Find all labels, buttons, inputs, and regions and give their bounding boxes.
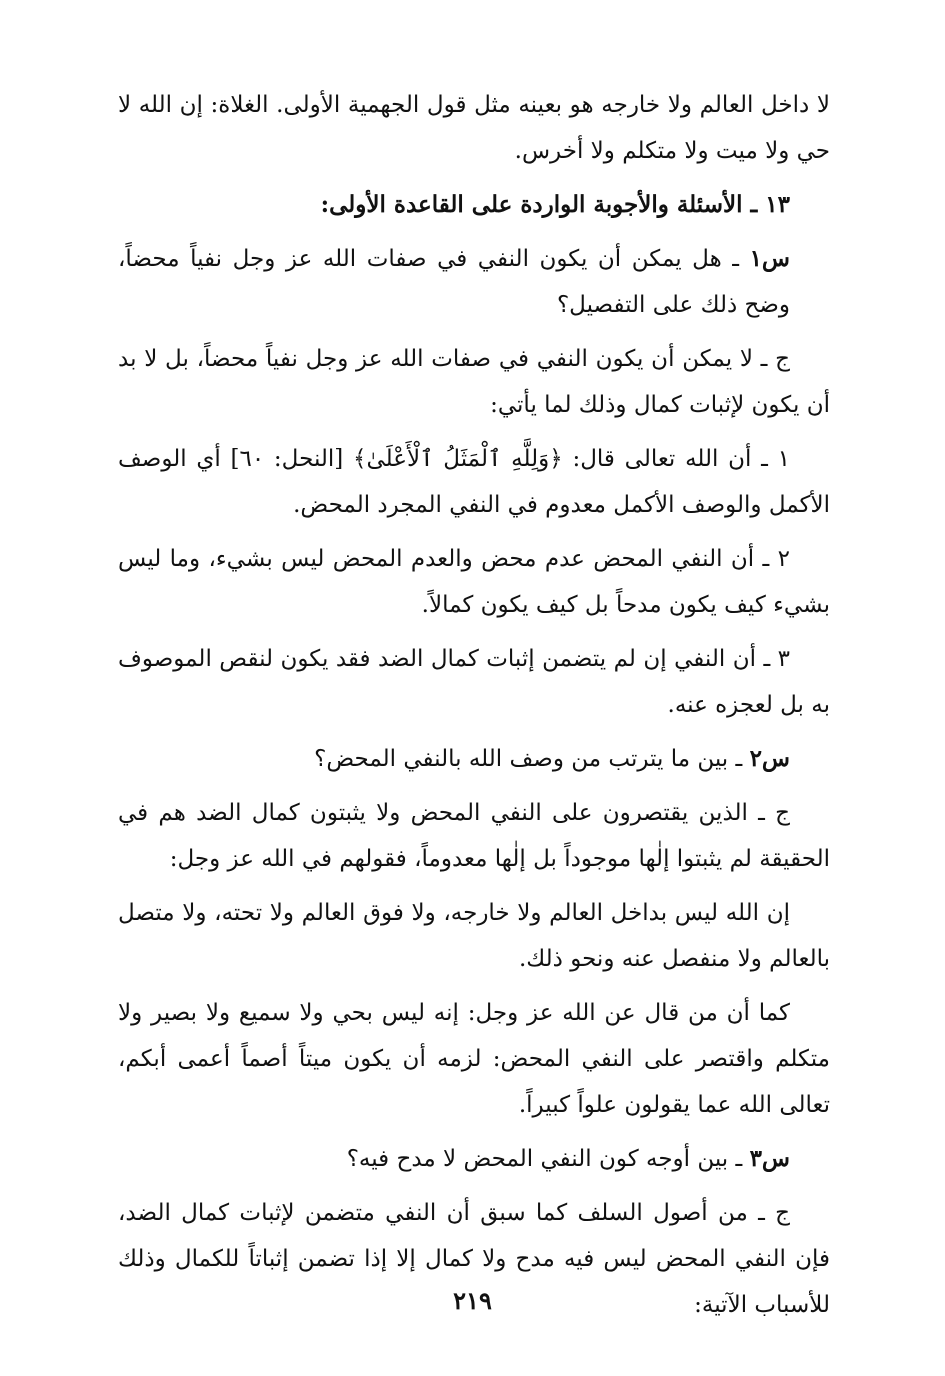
paragraph-intro: لا داخل العالم ولا خارجه هو بعينه مثل قول الجهمية الأولى. الغلاة: إن الله لا حي ولا ميت ولا متكلم ولا أخرس.: [118, 92, 830, 164]
question-1: [118, 236, 830, 328]
question-3-label: س٣: [749, 1145, 790, 1172]
answer-2-continued: إن الله ليس بداخل العالم ولا خارجه، ولا فوق العالم ولا تحته، ولا متصل بالعالم ولا منفصل عنه ونحو ذلك.: [118, 900, 830, 972]
question-3-text: ـ بين أوجه كون النفي المحض لا مدح فيه؟: [346, 1146, 750, 1172]
section-heading: ١٣ ـ الأسئلة والأجوبة الواردة على القاعدة الأولى:: [320, 191, 790, 218]
answer-2: ج ـ الذين يقتصرون على النفي المحض ولا يثبتون كمال الضد هم في الحقيقة لم يثبتوا إلٰها موجوداً بل إلٰها معدوماً، فقولهم في الله عز وجل:: [118, 800, 830, 872]
page-body: [118, 82, 830, 1336]
answer-3: ج ـ من أصول السلف كما سبق أن النفي متضمن لإثبات كمال الضد، فإن النفي المحض ليس فيه مدح ولا كمال إلا إذا تضمن إثباتاً للكمال وذلك للأسباب الآتية:: [118, 1200, 830, 1318]
reason-2: ٢ ـ أن النفي المحض عدم محض والعدم المحض ليس بشيء، وما ليس بشيء كيف يكون مدحاً بل كيف يكون كمالاً.: [118, 546, 830, 618]
question-1-label: س١: [749, 245, 790, 272]
page-number: ٢١٩: [453, 1286, 492, 1315]
question-2-text: ـ بين ما يترتب من وصف الله بالنفي المحض؟: [314, 746, 750, 772]
question-3: [118, 1136, 830, 1182]
answer-1: ج ـ لا يمكن أن يكون النفي في صفات الله عز وجل نفياً محضاً، بل لا بد أن يكون لإثبات كمال وذلك لما يأتي:: [118, 346, 830, 418]
question-1-text: ـ هل يمكن أن يكون النفي في صفات الله عز وجل نفياً محضاً، وضح ذلك على التفصيل؟: [118, 246, 790, 318]
question-2-label: س٢: [749, 745, 790, 772]
answer-2-conclusion: كما أن من قال عن الله عز وجل: إنه ليس بحي ولا سميع ولا بصير ولا متكلم واقتصر على النفي المحض: لزمه أن يكون ميتاً أصماً أعمى أبكم، تعالى الله عما يقولون علواً كبيراً.: [118, 1000, 830, 1118]
question-2: [118, 736, 830, 782]
reason-3: ٣ ـ أن النفي إن لم يتضمن إثبات كمال الضد فقد يكون لنقص الموصوف به بل لعجزه عنه.: [118, 646, 830, 718]
reason-1: ١ ـ أن الله تعالى قال: ﴿وَلِلَّهِ ٱلْمَثَلُ ٱلْأَعْلَىٰ﴾ [النحل: ٦٠] أي الوصف الأكمل والوصف الأكمل معدوم في النفي المجرد المحض.: [118, 446, 830, 518]
